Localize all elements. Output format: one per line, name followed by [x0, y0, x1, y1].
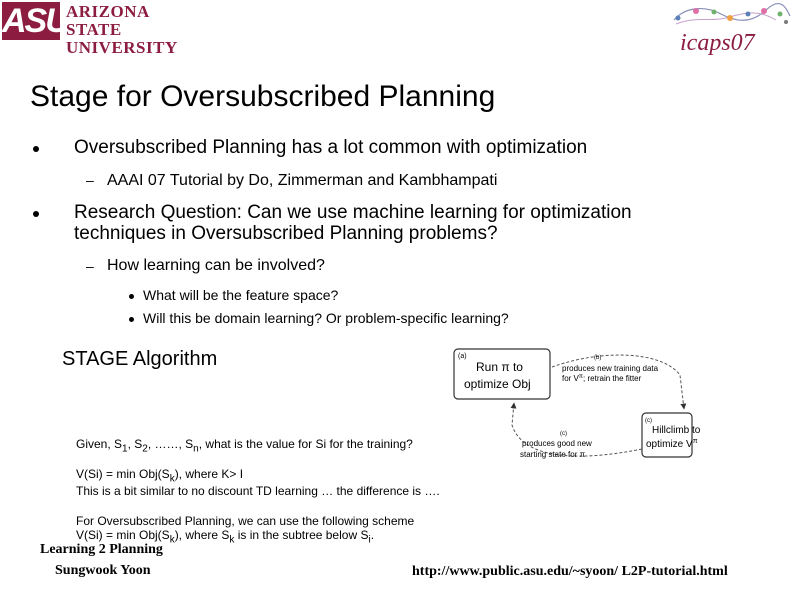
td-learning-note: This is a bit similar to no discount TD learning … the difference is ….: [76, 484, 440, 498]
box-d-line2: optimize $V^\pi$: [646, 438, 698, 450]
bullet-dot: [129, 317, 134, 322]
sub-sub-bullet-feature-space: What will be the feature space?: [143, 287, 339, 303]
bullet-research-question-line1: Research Question: Can we use machine learning for optimization: [74, 202, 632, 223]
sub-sub-bullet-domain-learning: Will this be domain learning? Or problem-specific learning?: [143, 310, 509, 326]
footer-url[interactable]: http://www.public.asu.edu/~syoon/ L2P-tutorial.html: [412, 564, 728, 579]
university-name-line1: ARIZONA STATE: [66, 2, 149, 39]
sub-bullet-tutorial: AAAI 07 Tutorial by Do, Zimmerman and Kambhampati: [107, 172, 498, 189]
arrow-c: [512, 403, 642, 456]
bullet-research-question-line2: techniques in Oversubscribed Planning problems?: [74, 223, 498, 244]
box-a-line2: optimize Obj: [464, 377, 531, 391]
label-b: (b): [594, 355, 602, 361]
footer-author: Sungwook Yoon: [55, 563, 151, 578]
slide-title: Stage for Oversubscribed Planning: [30, 80, 496, 113]
asu-logo: [2, 2, 182, 57]
asu-mark: ASU: [2, 2, 68, 40]
oversubscribed-scheme: For Oversubscribed Planning, we can use the following scheme: [76, 514, 415, 528]
bullet-dot: [33, 211, 39, 217]
bullet-oversubscribed: Oversubscribed Planning has a lot common with optimization: [74, 137, 588, 158]
icaps-logo: [666, 2, 794, 57]
icaps-logo-text: icaps07: [680, 30, 755, 56]
dash-marker: –: [86, 172, 94, 188]
c-line2: starting state for π: [520, 450, 586, 459]
dash-marker: –: [86, 258, 94, 274]
c-line1: produces good new: [522, 439, 592, 448]
b-line1: produces new training data: [562, 364, 659, 373]
b-line2: for $V^\pi$; retrain the fitter: [562, 374, 642, 383]
box-d-line1: Hillclimb to: [652, 425, 701, 436]
university-name: [66, 3, 182, 57]
given-text: Given, $S_1$, $S_2$, ……, $S_n$, what is the value for Si for the training?: [76, 437, 413, 455]
stage-algorithm-heading: STAGE Algorithm: [62, 348, 218, 370]
label-c: (c): [560, 431, 567, 437]
box-a: [454, 349, 550, 399]
bullet-dot: [129, 294, 134, 299]
sub-bullet-learning: How learning can be involved?: [107, 257, 325, 274]
box-a-line1: Run π to: [476, 360, 523, 374]
university-name-line2: UNIVERSITY: [66, 38, 178, 57]
box-d-label: (c): [645, 418, 652, 424]
box-a-label: (a): [458, 353, 467, 360]
stage-diagram: [452, 345, 701, 463]
bullet-dot: [33, 146, 39, 152]
value-definition-1: $V(Si) = \min Obj(S_k)$, where K> I: [76, 467, 244, 485]
footer-course-title: Learning 2 Planning: [40, 542, 163, 557]
value-definition-2: $V(Si) = \min Obj(S_k)$, where $S_k$ is in the subtree below $S_i$.: [76, 528, 375, 546]
